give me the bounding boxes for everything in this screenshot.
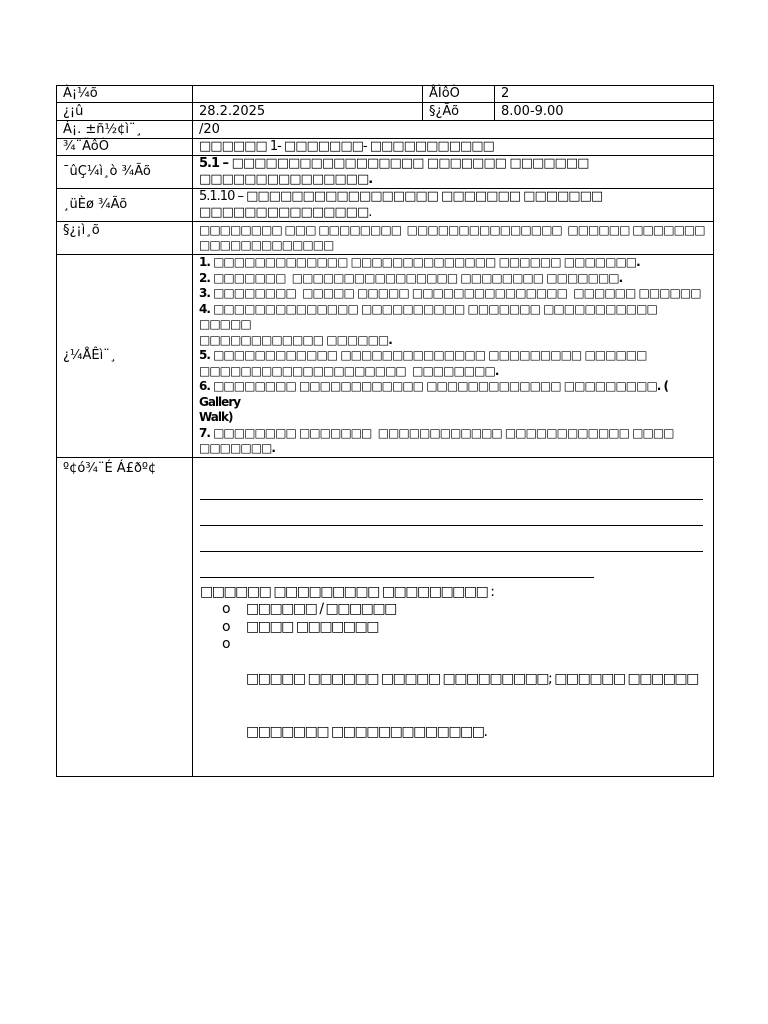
pupils-value: /20 [193, 121, 714, 139]
subject-label: À¡¼õ [57, 86, 193, 103]
reflection-bullet-line: □□□□□ □□□□□□ □□□□□ □□□□□□□□□; □□□□□□ □□□□□□ [246, 671, 698, 687]
date-label: ¿¡û [57, 103, 193, 121]
objective-label: §¿¡ì¸õ [57, 222, 193, 255]
date-row [57, 103, 714, 121]
activity-item-line: Walk) [199, 410, 233, 424]
activities-row [57, 255, 714, 458]
pupils-row [57, 121, 714, 139]
content-standard-value: 5.1 – □□□□□□□□□□□□□□□□□ □□□□□□□ □□□□□□□ □□□□□□□□□□□□□□□. [193, 156, 714, 189]
writing-line [200, 458, 703, 500]
activity-item-2 [199, 271, 709, 287]
activity-item-line: 7. □□□□□□□□ □□□□□□□ □□□□□□□□□□□□ □□□□□□□□□□□□ □□□□ □□□□□□□. [199, 425, 677, 455]
reflection-bullet-3 [200, 636, 703, 776]
topic-value: □□□□□□ 1- □□□□□□□- □□□□□□□□□□□ [193, 139, 714, 156]
activity-item-line: 4. □□□□□□□□□□□□□□ □□□□□□□□□□ □□□□□□□ □□□□□□□□□□□ □□□□□ [199, 301, 660, 331]
writing-line [200, 552, 594, 578]
learning-standard-label: ¸üÈø ¾Ãõ [57, 189, 193, 222]
objective-row [57, 222, 714, 255]
reflection-content [193, 457, 714, 777]
subject-row [57, 86, 714, 103]
content-standard-row [57, 156, 714, 189]
bullet-marker: o [222, 618, 231, 635]
activity-item-6 [199, 379, 709, 426]
reflection-bullet-1 [200, 601, 703, 619]
activity-item-4 [199, 302, 709, 349]
class-value: 2 [495, 86, 714, 103]
topic-row [57, 139, 714, 156]
activity-item-line: 6. □□□□□□□□ □□□□□□□□□□□□ □□□□□□□□□□□□□ □□□□□□□□□. ( Gallery [199, 379, 672, 409]
activity-item-line: □□□□□□□□□□□□□□□□□□□□ □□□□□□□□. [199, 363, 499, 378]
reflection-row [57, 457, 714, 777]
objective-line: □□□□□□□□□□□□□ [199, 238, 334, 252]
time-label: §¿Ãõ [423, 103, 495, 121]
reflection-label: º¢ó¾¨É Á£ðº¢ [57, 457, 193, 777]
activities-list [193, 255, 714, 458]
reflection-bullet-text: □□□□ □□□□□□□ [246, 618, 378, 635]
content-standard-label: ¯ûÇ¼ì¸ò ¾Ãõ [57, 156, 193, 189]
writing-line [200, 526, 703, 552]
time-value: 8.00-9.00 [495, 103, 714, 121]
activity-item-7 [199, 426, 709, 457]
objective-value [193, 222, 714, 255]
writing-line [200, 500, 703, 526]
learning-standard-value: 5.1.10 – □□□□□□□□□□□□□□□□□ □□□□□□□ □□□□□□□ □□□□□□□□□□□□□□□. [193, 189, 714, 222]
reflection-bullet-text [246, 636, 703, 776]
class-label: ÅÌôÒ [423, 86, 495, 103]
reflection-bullet-text: □□□□□□ / □□□□□□ [246, 601, 396, 617]
lesson-plan-table [56, 85, 714, 777]
activity-item-line: 3. □□□□□□□□ □□□□□ □□□□□ □□□□□□□□□□□□□□□ □□□□□□ □□□□□□ [199, 286, 701, 300]
activity-item-line: 5. □□□□□□□□□□□□ □□□□□□□□□□□□□□ □□□□□□□□□ □□□□□□ [199, 348, 647, 362]
reflection-heading: □□□□□□ □□□□□□□□□ □□□□□□□□□ : [200, 583, 494, 600]
activity-item-line: 2. □□□□□□□ □□□□□□□□□□□□□□□□ □□□□□□□□ □□□□□□□. [199, 270, 623, 285]
subject-value [193, 86, 423, 103]
bullet-marker: o [222, 601, 231, 617]
activity-item-5 [199, 348, 709, 379]
activities-label: ¿¼ÅÊì¨¸ [57, 255, 193, 458]
objective-line: □□□□□□□□ □□□ □□□□□□□□ □□□□□□□□□□□□□□□ □□□□□□ □□□□□□□ [199, 223, 705, 237]
bullet-marker: o [222, 636, 231, 652]
reflection-bullet-line: □□□□□□□ □□□□□□□□□□□□□. [246, 723, 487, 740]
pupils-label: Á¡. ±ñ½¢ì¨¸ [57, 121, 193, 139]
date-value: 28.2.2025 [193, 103, 423, 121]
topic-label: ¾¨ÄôÒ [57, 139, 193, 156]
activity-item-1 [199, 255, 709, 271]
activity-item-line: 1. □□□□□□□□□□□□□ □□□□□□□□□□□□□□ □□□□□□ □□□□□□□. [199, 255, 640, 269]
activity-item-line: □□□□□□□□□□□□ □□□□□□. [199, 332, 392, 347]
reflection-bullet-2 [200, 619, 703, 637]
activity-item-3 [199, 286, 709, 302]
learning-standard-row [57, 189, 714, 222]
